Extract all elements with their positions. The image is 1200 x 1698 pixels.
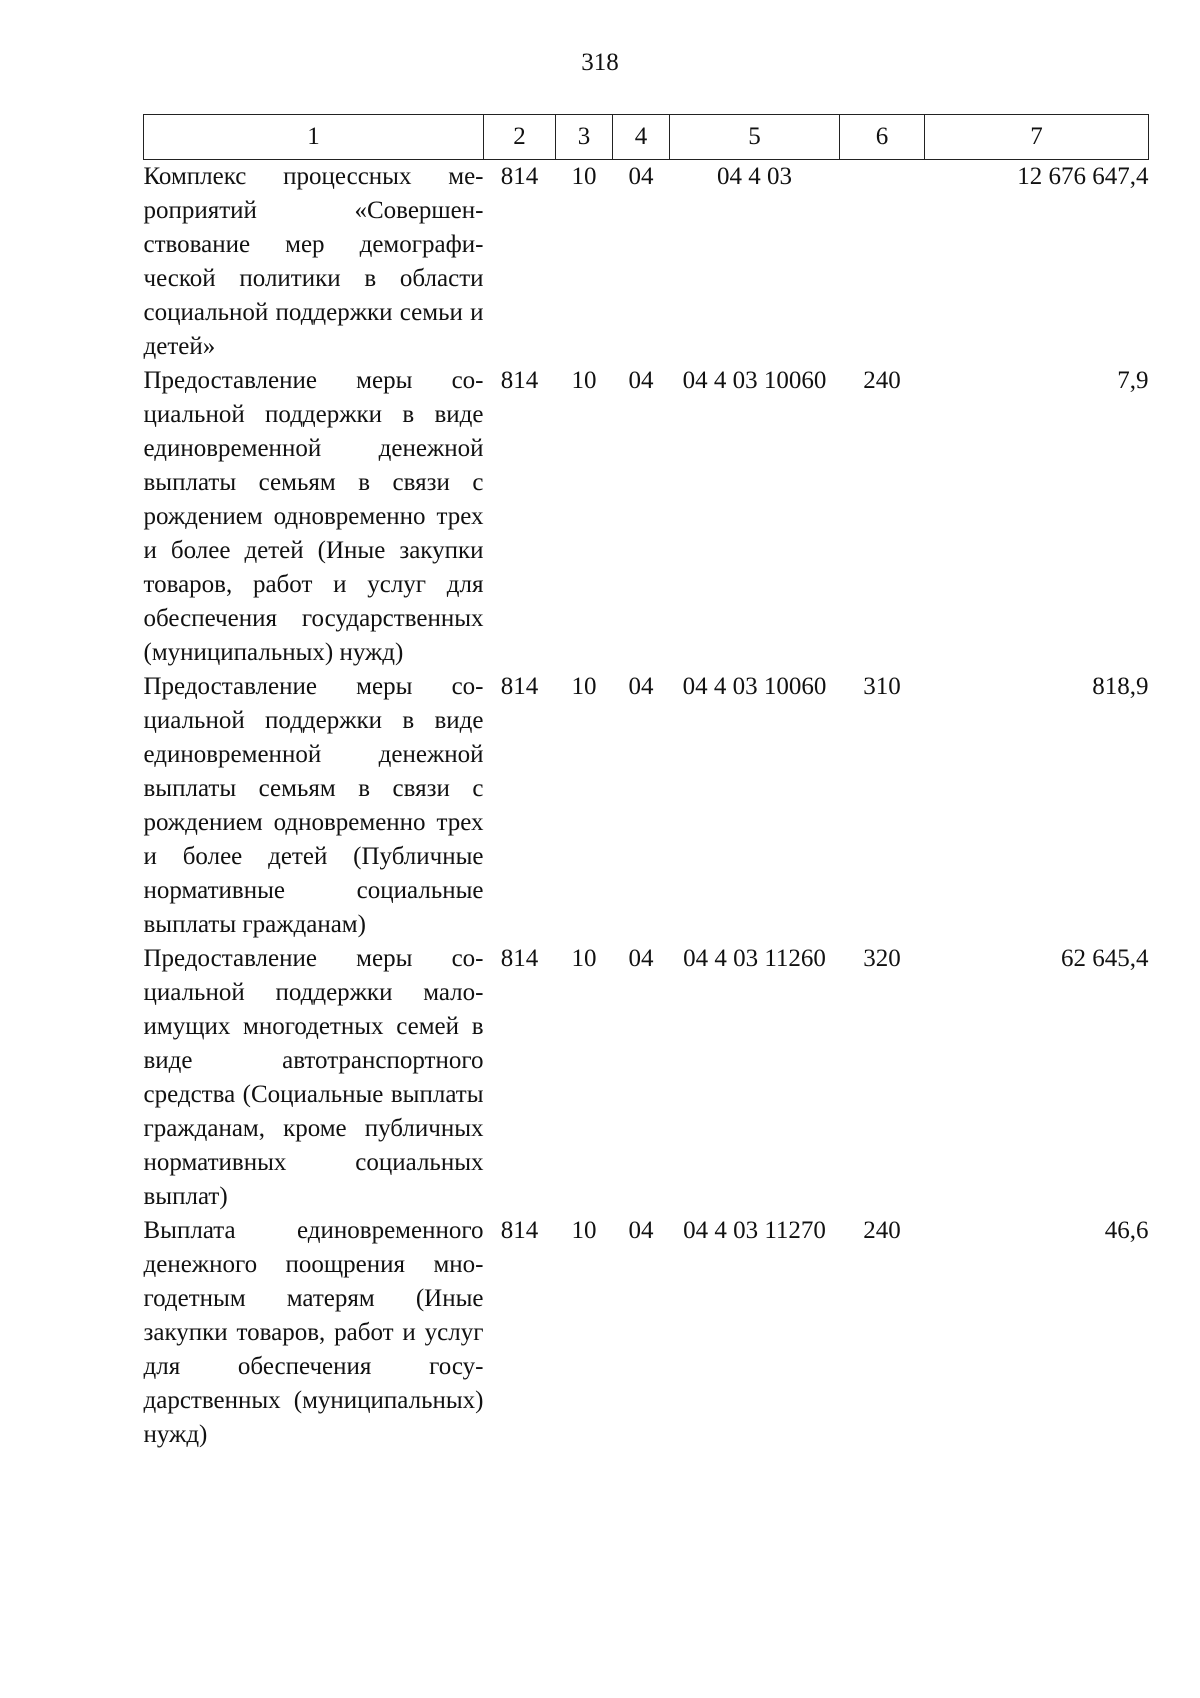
budget-table (143, 114, 1149, 1452)
table-row (144, 1214, 1149, 1452)
target-article-code: 04 4 03 10060 (682, 673, 827, 700)
section-code: 10 (571, 367, 597, 394)
expense-type-code: 240 (863, 1217, 901, 1244)
target-article-code: 04 4 03 11270 (683, 1217, 826, 1244)
header-row (144, 115, 1149, 160)
column-header: 5 (670, 115, 840, 160)
row-name: Предоставление меры социальной поддержки малоимущих многодетных семей в виде автотранспортного средства (Социальные выплаты гражданам, кроме публичных нормативных социальных выплат) (143, 945, 484, 1210)
table-header (144, 115, 1149, 160)
subsection-code: 04 (628, 945, 654, 972)
subsection-code: 04 (628, 163, 654, 190)
page-number: 318 (581, 49, 619, 76)
target-article-code: 04 4 03 11260 (683, 945, 826, 972)
column-header: 3 (556, 115, 613, 160)
target-article-code: 04 4 03 10060 (682, 367, 827, 394)
section-code: 10 (571, 673, 597, 700)
expense-type-code: 310 (863, 673, 901, 700)
table-row (144, 942, 1149, 1214)
expense-type-code (840, 160, 925, 365)
section-code: 10 (571, 1217, 597, 1244)
ministry-code: 814 (500, 367, 539, 394)
row-name: Предоставление меры социальной поддержки в виде единовременной денежной выплаты семьям в связи с рождением одновременно трех и более детей (Публичные нормативные социальные выплаты гражданам) (143, 673, 484, 938)
amount: 7,9 (1117, 367, 1149, 394)
row-name: Предоставление меры социальной поддержки в виде единовременной денежной выплаты семьям в связи с рождением одновременно трех и более детей (Иные закупки товаров, работ и услуг для обеспечения государственных (муниципальных) нужд) (143, 367, 484, 666)
column-header: 1 (144, 115, 484, 160)
ministry-code: 814 (500, 673, 539, 700)
column-header: 7 (925, 115, 1149, 160)
ministry-code: 814 (500, 1217, 539, 1244)
ministry-code: 814 (500, 163, 539, 190)
section-code: 10 (571, 163, 597, 190)
subsection-code: 04 (628, 673, 654, 700)
expense-type-code: 320 (863, 945, 901, 972)
row-name: Комплекс процессных мероприятий «Совершенствование мер демографической политики в области социальной поддержки семьи и детей» (143, 163, 484, 360)
row-name: Выплата единовременного денежного поощрения многодетным матерям (Иные закупки товаров, работ и услуг для обеспечения государственных (муниципальных) нужд) (143, 1217, 484, 1448)
amount: 46,6 (1104, 1217, 1149, 1244)
table-row (144, 160, 1149, 365)
subsection-code: 04 (628, 367, 654, 394)
column-header: 2 (484, 115, 556, 160)
ministry-code: 814 (500, 945, 539, 972)
target-article-code: 04 4 03 (717, 163, 792, 190)
column-header: 4 (613, 115, 670, 160)
amount: 12 676 647,4 (1017, 163, 1149, 190)
column-header: 6 (840, 115, 925, 160)
table-body (144, 160, 1149, 1453)
subsection-code: 04 (628, 1217, 654, 1244)
table-row (144, 670, 1149, 942)
section-code: 10 (571, 945, 597, 972)
amount: 818,9 (1092, 673, 1149, 700)
table-row (144, 364, 1149, 670)
expense-type-code: 240 (863, 367, 901, 394)
amount: 62 645,4 (1061, 945, 1149, 972)
